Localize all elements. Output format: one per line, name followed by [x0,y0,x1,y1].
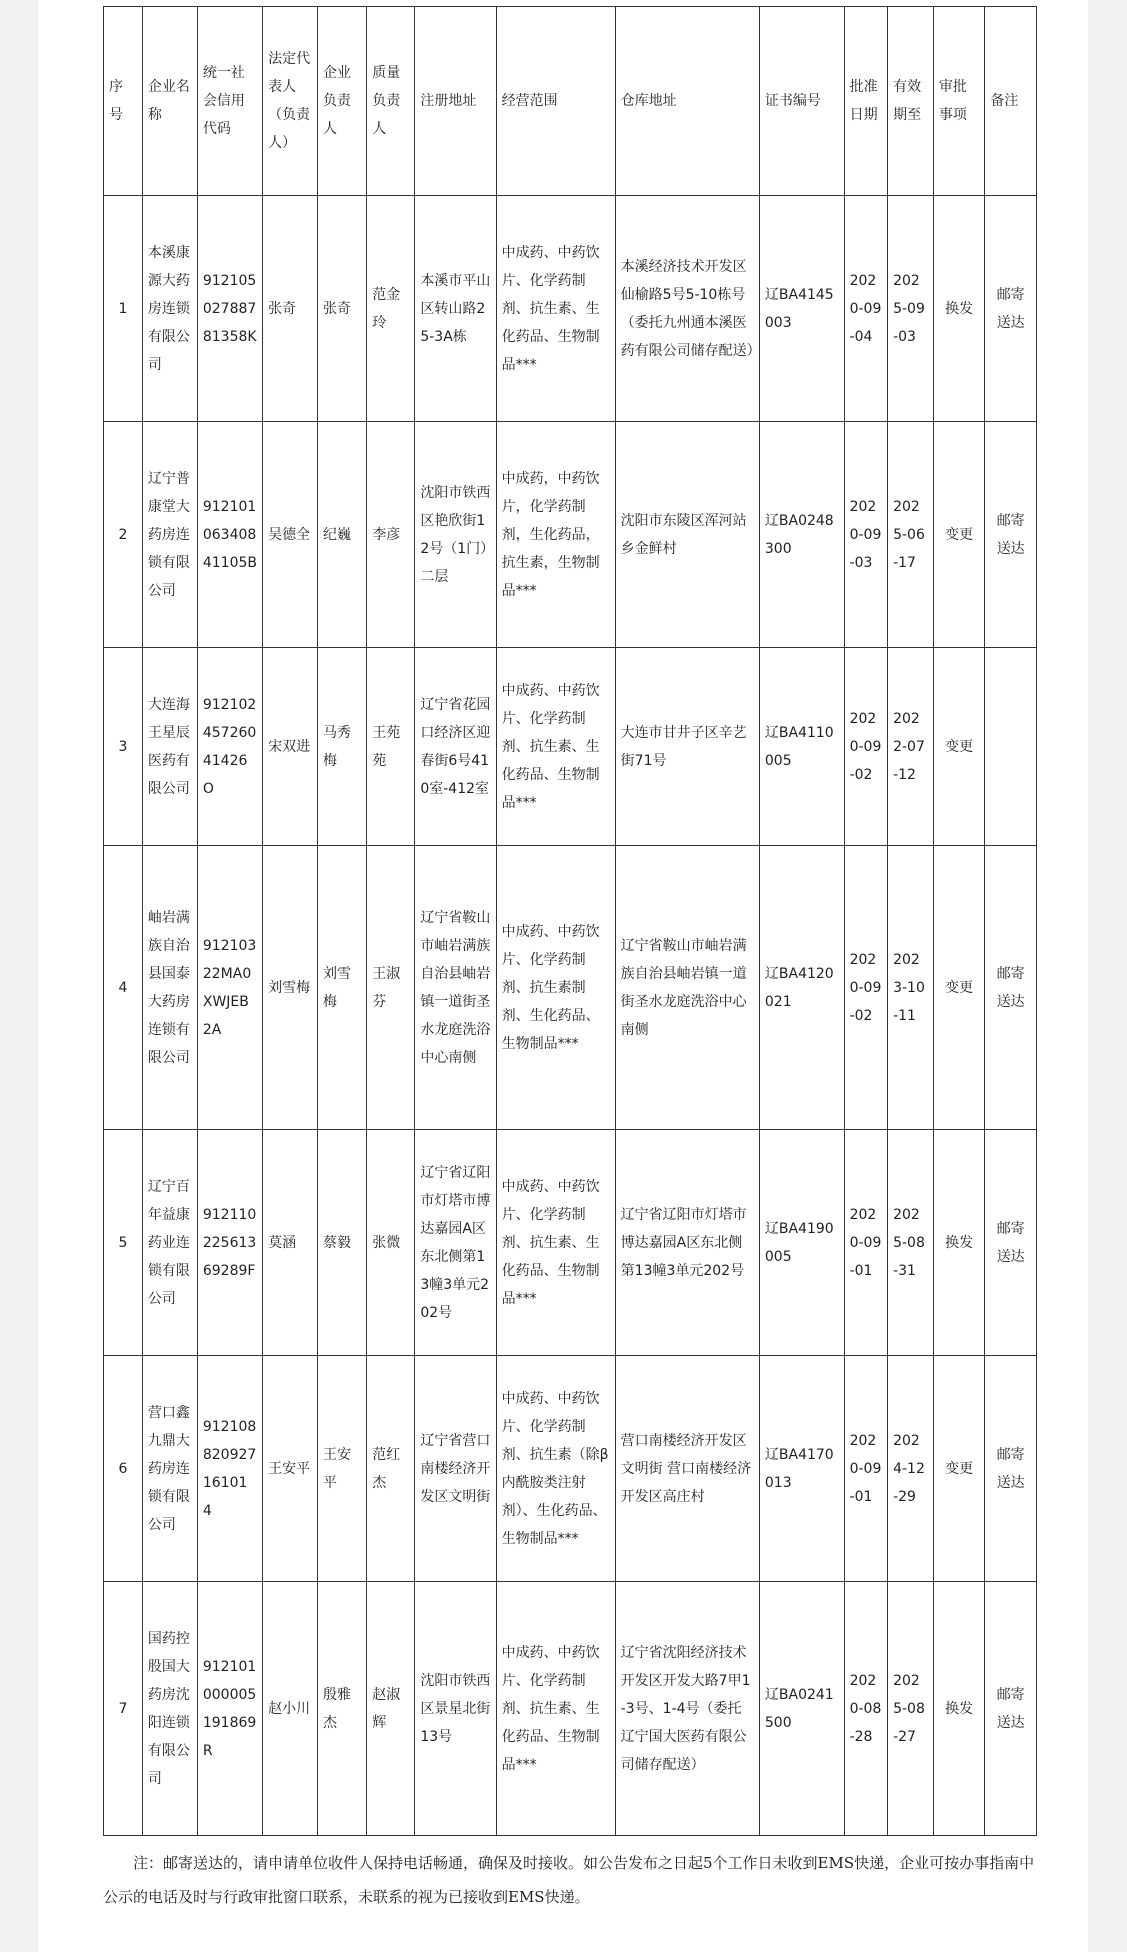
approval-table [103,6,1037,1836]
cell-quality: 王苑苑 [367,648,415,846]
cell-quality: 王淑芬 [367,846,415,1130]
table-row [104,196,1037,422]
cell-head: 马秀梅 [318,648,367,846]
cell-name: 大连海王星辰医药有限公司 [142,648,197,846]
table-row [104,846,1037,1130]
cell-reg-addr: 辽宁省辽阳市灯塔市博达嘉园A区东北侧第13幢3单元202号 [415,1130,496,1356]
cell-approve: 2020-09-02 [844,648,888,846]
cell-reg-addr: 沈阳市铁西区艳欣街12号（1门）二层 [415,422,496,648]
cell-no: 2 [104,422,143,648]
cell-name: 辽宁百年益康药业连锁有限公司 [142,1130,197,1356]
cell-reg-addr: 辽宁省鞍山市岫岩满族自治县岫岩镇一道街圣水龙庭洗浴中心南侧 [415,846,496,1130]
cell-matter: 换发 [933,1582,985,1836]
cell-head: 刘雪梅 [318,846,367,1130]
cell-remark: 邮寄送达 [985,846,1037,1130]
cell-head: 王安平 [318,1356,367,1582]
cell-quality: 赵淑辉 [367,1582,415,1836]
footnote: 注：邮寄送达的，请申请单位收件人保持电话畅通，确保及时接收。如公告发布之日起5个工作日未收到EMS快递，企业可按办事指南中公示的电话及时与行政审批窗口联系，未联系的视为已接收到EMS快递。 [103,1854,1035,1906]
cell-quality: 李彦 [367,422,415,648]
table-row [104,648,1037,846]
cell-code: 91210502788781358K [197,196,262,422]
cell-name: 营口鑫九鼎大药房连锁有限公司 [142,1356,197,1582]
cell-cert: 辽BA4170013 [759,1356,844,1582]
cell-legal: 赵小川 [263,1582,318,1836]
cell-no: 7 [104,1582,143,1836]
cell-head: 殷雅杰 [318,1582,367,1836]
cell-code: 91210882092716101 4 [197,1356,262,1582]
cell-approve: 2020-08-28 [844,1582,888,1836]
cell-approve: 2020-09-01 [844,1356,888,1582]
cell-legal: 王安平 [263,1356,318,1582]
cell-no: 5 [104,1130,143,1356]
table-row [104,1356,1037,1582]
cell-approve: 2020-09-02 [844,846,888,1130]
cell-valid: 2025-06-17 [888,422,934,648]
cell-cert: 辽BA4190005 [759,1130,844,1356]
cell-remark: 邮寄送达 [985,196,1037,422]
cell-valid: 2025-08-27 [888,1582,934,1836]
table-row [104,1582,1037,1836]
col-header-head: 企业负责人 [318,7,367,196]
cell-no: 1 [104,196,143,422]
col-header-approve: 批准日期 [844,7,888,196]
table-row [104,1130,1037,1356]
cell-legal: 刘雪梅 [263,846,318,1130]
cell-reg-addr: 本溪市平山区转山路25-3A栋 [415,196,496,422]
cell-remark [985,648,1037,846]
cell-cert: 辽BA0241500 [759,1582,844,1836]
cell-legal: 宋双进 [263,648,318,846]
cell-scope: 中成药、中药饮片、化学药制剂、抗生素、生化药品、生物制品*** [496,1130,615,1356]
cell-name: 本溪康源大药房连锁有限公司 [142,196,197,422]
col-header-code: 统一社会信用代码 [197,7,262,196]
cell-legal: 莫涵 [263,1130,318,1356]
cell-cert: 辽BA4110005 [759,648,844,846]
col-header-no: 序号 [104,7,143,196]
cell-cert: 辽BA4120021 [759,846,844,1130]
col-header-quality: 质量负责人 [367,7,415,196]
cell-code: 91210106340841105B [197,422,262,648]
cell-cert: 辽BA0248300 [759,422,844,648]
cell-warehouse: 大连市甘井子区辛艺街71号 [615,648,759,846]
cell-head: 蔡毅 [318,1130,367,1356]
cell-code: 91210322MA0XWJEB2A [197,846,262,1130]
cell-name: 辽宁普康堂大药房连锁有限公司 [142,422,197,648]
cell-warehouse: 辽宁省鞍山市岫岩满族自治县岫岩镇一道街圣水龙庭洗浴中心南侧 [615,846,759,1130]
cell-no: 6 [104,1356,143,1582]
cell-legal: 张奇 [263,196,318,422]
cell-name: 国药控股国大药房沈阳连锁有限公司 [142,1582,197,1836]
cell-no: 3 [104,648,143,846]
cell-remark: 邮寄送达 [985,1582,1037,1836]
cell-name: 岫岩满族自治县国泰大药房连锁有限公司 [142,846,197,1130]
cell-approve: 2020-09-04 [844,196,888,422]
cell-quality: 范金玲 [367,196,415,422]
cell-remark: 邮寄送达 [985,1356,1037,1582]
cell-warehouse: 辽宁省辽阳市灯塔市博达嘉园A区东北侧第13幢3单元202号 [615,1130,759,1356]
cell-quality: 张微 [367,1130,415,1356]
cell-matter: 换发 [933,1130,985,1356]
cell-warehouse: 本溪经济技术开发区仙榆路5号5-10栋号（委托九州通本溪医药有限公司储存配送） [615,196,759,422]
col-header-reg-addr: 注册地址 [415,7,496,196]
col-header-warehouse: 仓库地址 [615,7,759,196]
col-header-matter: 审批事项 [933,7,985,196]
cell-scope: 中成药、中药饮片、化学药制剂、抗生素制剂、生化药品、生物制品*** [496,846,615,1130]
cell-cert: 辽BA4145003 [759,196,844,422]
col-header-scope: 经营范围 [496,7,615,196]
cell-scope: 中成药、中药饮片、化学药制剂、抗生素、生化药品、生物制品*** [496,1582,615,1836]
cell-head: 纪巍 [318,422,367,648]
header-row [104,7,1037,196]
cell-remark: 邮寄送达 [985,422,1037,648]
cell-valid: 2023-10-11 [888,846,934,1130]
cell-reg-addr: 辽宁省花园口经济区迎春街6号410室-412室 [415,648,496,846]
cell-reg-addr: 沈阳市铁西区景星北街13号 [415,1582,496,1836]
cell-reg-addr: 辽宁省营口南楼经济开发区文明街 [415,1356,496,1582]
cell-valid: 2025-08-31 [888,1130,934,1356]
cell-scope: 中成药、中药饮片、化学药制剂、抗生素、生化药品、生物制品*** [496,648,615,846]
cell-matter: 变更 [933,1356,985,1582]
table-row [104,422,1037,648]
cell-legal: 吴德全 [263,422,318,648]
cell-code: 91211022561369289F [197,1130,262,1356]
cell-warehouse: 沈阳市东陵区浑河站乡金鲜村 [615,422,759,648]
cell-scope: 中成药、中药饮片、化学药制剂、抗生素、生化药品、生物制品*** [496,196,615,422]
col-header-name: 企业名称 [142,7,197,196]
cell-approve: 2020-09-03 [844,422,888,648]
col-header-remark: 备注 [985,7,1037,196]
cell-matter: 换发 [933,196,985,422]
cell-remark: 邮寄送达 [985,1130,1037,1356]
cell-matter: 变更 [933,422,985,648]
cell-valid: 2024-12-29 [888,1356,934,1582]
cell-scope: 中成药、中药饮片、化学药制剂、抗生素（除β内酰胺类注射剂）、生化药品、生物制品*** [496,1356,615,1582]
cell-matter: 变更 [933,846,985,1130]
cell-valid: 2025-09-03 [888,196,934,422]
cell-matter: 变更 [933,648,985,846]
cell-approve: 2020-09-01 [844,1130,888,1356]
cell-warehouse: 营口南楼经济开发区文明街 营口南楼经济开发区高庄村 [615,1356,759,1582]
cell-code: 912101000005191869R [197,1582,262,1836]
cell-code: 91210245726041426O [197,648,262,846]
cell-head: 张奇 [318,196,367,422]
cell-scope: 中成药，中药饮片，化学药制剂，生化药品，抗生素，生物制品*** [496,422,615,648]
cell-quality: 范红杰 [367,1356,415,1582]
cell-no: 4 [104,846,143,1130]
col-header-cert: 证书编号 [759,7,844,196]
col-header-valid: 有效期至 [888,7,934,196]
cell-valid: 2022-07-12 [888,648,934,846]
col-header-legal: 法定代表人（负责人） [263,7,318,196]
cell-warehouse: 辽宁省沈阳经济技术开发区开发大路7甲1-3号、1-4号（委托辽宁国大医药有限公司储存配送） [615,1582,759,1836]
